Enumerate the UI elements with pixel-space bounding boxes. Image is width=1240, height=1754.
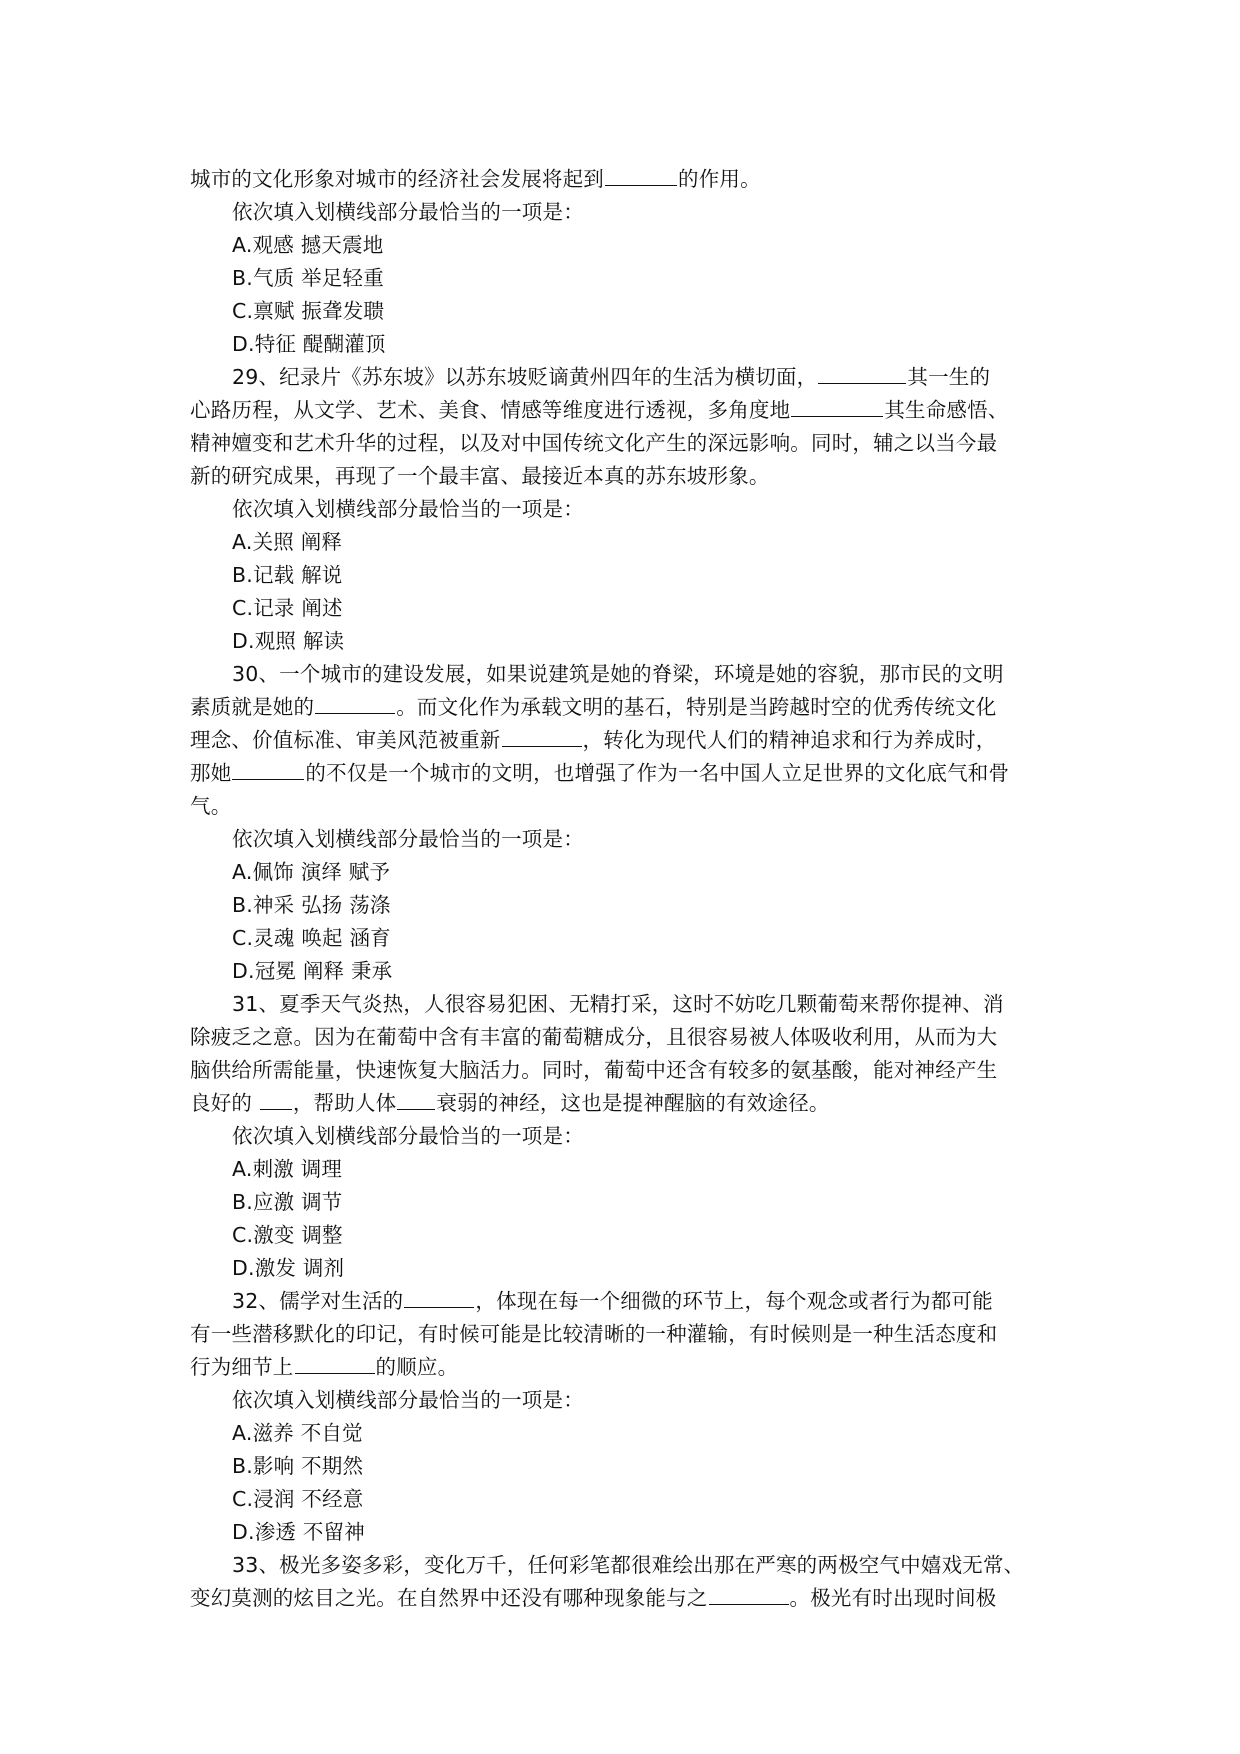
- text-run: A.滋养 不自觉: [232, 1421, 363, 1445]
- fill-in-blank: [404, 1287, 474, 1308]
- question-prompt: [190, 493, 1070, 526]
- text-run: B.气质 举足轻重: [232, 266, 384, 290]
- text-run: 的顺应。: [375, 1355, 459, 1379]
- answer-option: [190, 922, 1070, 955]
- text-run: D.观照 解读: [232, 629, 345, 653]
- text-line: [190, 427, 1070, 460]
- text-line: [190, 790, 1070, 823]
- fill-in-blank: [791, 396, 883, 417]
- text-run: 新的研究成果，再现了一个最丰富、最接近本真的苏东坡形象。: [190, 464, 770, 488]
- text-run: 的不仅是一个城市的文明，也增强了作为一名中国人立足世界的文化底气和骨: [305, 761, 1010, 785]
- fill-in-blank: [818, 363, 906, 384]
- answer-option: [190, 526, 1070, 559]
- text-line: [190, 757, 1070, 790]
- text-run: 有一些潜移默化的印记，有时候可能是比较清晰的一种灌输，有时候则是一种生活态度和: [190, 1322, 998, 1346]
- answer-option: [190, 295, 1070, 328]
- answer-option: [190, 328, 1070, 361]
- fill-in-blank: [232, 759, 304, 780]
- text-run: 31、夏季天气炎热，人很容易犯困、无精打采，这时不妨吃几颗葡萄来帮你提神、消: [232, 992, 1004, 1016]
- text-run: C.灵魂 唤起 涵育: [232, 926, 391, 950]
- text-line: [190, 691, 1070, 724]
- text-run: 30、一个城市的建设发展，如果说建筑是她的脊梁，环境是她的容貌，那市民的文明: [232, 662, 1004, 686]
- text-run: C.浸润 不经意: [232, 1487, 364, 1511]
- answer-option: [190, 1516, 1070, 1549]
- fill-in-blank: [502, 726, 582, 747]
- text-run: B.记载 解说: [232, 563, 343, 587]
- text-run: 气。: [190, 794, 232, 818]
- text-run: A.佩饰 演绎 赋予: [232, 860, 391, 884]
- text-run: 理念、价值标准、审美风范被重新: [190, 728, 501, 752]
- text-run: A.关照 阐释: [232, 530, 343, 554]
- answer-option: [190, 262, 1070, 295]
- text-run: 依次填入划横线部分最恰当的一项是：: [232, 1124, 584, 1148]
- text-line: [190, 1087, 1070, 1120]
- text-run: B.神采 弘扬 荡涤: [232, 893, 391, 917]
- text-run: 其一生的: [907, 365, 991, 389]
- answer-option: [190, 1252, 1070, 1285]
- text-line: [190, 1318, 1070, 1351]
- text-run: B.应激 调节: [232, 1190, 343, 1214]
- text-run: 其生命感悟、: [884, 398, 1009, 422]
- text-run: 脑供给所需能量，快速恢复大脑活力。同时，葡萄中还含有较多的氨基酸，能对神经产生: [190, 1058, 998, 1082]
- text-run: B.影响 不期然: [232, 1454, 364, 1478]
- text-line: [190, 988, 1070, 1021]
- text-run: 33、极光多姿多彩，变化万千，任何彩笔都很难绘出那在严寒的两极空气中嬉戏无常、: [232, 1553, 1025, 1577]
- answer-option: [190, 625, 1070, 658]
- text-run: A.刺激 调理: [232, 1157, 343, 1181]
- text-run: 那她: [190, 761, 232, 785]
- text-run: 依次填入划横线部分最恰当的一项是：: [232, 200, 584, 224]
- question-prompt: [190, 1120, 1070, 1153]
- answer-option: [190, 229, 1070, 262]
- answer-option: [190, 856, 1070, 889]
- text-run: 。极光有时出现时间极: [789, 1586, 997, 1610]
- text-run: C.禀赋 振聋发聩: [232, 299, 385, 323]
- text-run: 依次填入划横线部分最恰当的一项是：: [232, 497, 584, 521]
- text-line: [190, 163, 1070, 196]
- exam-text-block: [190, 163, 1070, 1615]
- text-run: 依次填入划横线部分最恰当的一项是：: [232, 827, 584, 851]
- text-run: 良好的: [190, 1091, 259, 1115]
- fill-in-blank: [295, 1353, 375, 1374]
- question-prompt: [190, 823, 1070, 856]
- text-line: [190, 1054, 1070, 1087]
- text-line: [190, 1549, 1070, 1582]
- text-run: 精神嬗变和艺术升华的过程，以及对中国传统文化产生的深远影响。同时，辅之以当今最: [190, 431, 998, 455]
- text-run: 依次填入划横线部分最恰当的一项是：: [232, 1388, 584, 1412]
- text-run: ，帮助人体: [292, 1091, 397, 1115]
- answer-option: [190, 1417, 1070, 1450]
- answer-option: [190, 955, 1070, 988]
- answer-option: [190, 1450, 1070, 1483]
- text-run: D.激发 调剂: [232, 1256, 345, 1280]
- text-run: 除疲乏之意。因为在葡萄中含有丰富的葡萄糖成分，且很容易被人体吸收利用，从而为大: [190, 1025, 998, 1049]
- text-run: 变幻莫测的炫目之光。在自然界中还没有哪种现象能与之: [190, 1586, 708, 1610]
- text-run: 行为细节上: [190, 1355, 294, 1379]
- fill-in-blank: [397, 1089, 435, 1110]
- text-line: [190, 658, 1070, 691]
- text-run: D.特征 醍醐灌顶: [232, 332, 386, 356]
- fill-in-blank: [605, 165, 677, 186]
- question-prompt: [190, 1384, 1070, 1417]
- answer-option: [190, 1219, 1070, 1252]
- text-run: D.渗透 不留神: [232, 1520, 365, 1544]
- text-line: [190, 1021, 1070, 1054]
- text-run: A.观感 撼天震地: [232, 233, 384, 257]
- answer-option: [190, 1483, 1070, 1516]
- answer-option: [190, 592, 1070, 625]
- text-run: 心路历程，从文学、艺术、美食、情感等维度进行透视，多角度地: [190, 398, 791, 422]
- text-line: [190, 361, 1070, 394]
- text-run: 32、儒学对生活的: [232, 1289, 404, 1313]
- text-run: 素质就是她的: [190, 695, 315, 719]
- answer-option: [190, 889, 1070, 922]
- text-run: ，体现在每一个细微的环节上，每个观念或者行为都可能: [475, 1289, 993, 1313]
- answer-option: [190, 1186, 1070, 1219]
- text-run: D.冠冕 阐释 秉承: [232, 959, 393, 983]
- text-run: 城市的文化形象对城市的经济社会发展将起到: [190, 167, 604, 191]
- text-run: 的作用。: [678, 167, 761, 191]
- fill-in-blank: [709, 1584, 789, 1605]
- text-line: [190, 1285, 1070, 1318]
- text-line: [190, 460, 1070, 493]
- text-line: [190, 1351, 1070, 1384]
- text-run: 29、纪录片《苏东坡》以苏东坡贬谪黄州四年的生活为横切面，: [232, 365, 818, 389]
- question-prompt: [190, 196, 1070, 229]
- text-run: C.激变 调整: [232, 1223, 343, 1247]
- fill-in-blank: [315, 693, 395, 714]
- answer-option: [190, 1153, 1070, 1186]
- text-run: 。而文化作为承载文明的基石，特别是当跨越时空的优秀传统文化: [396, 695, 997, 719]
- text-line: [190, 724, 1070, 757]
- text-run: 衰弱的神经，这也是提神醒脑的有效途径。: [436, 1091, 830, 1115]
- text-run: C.记录 阐述: [232, 596, 343, 620]
- answer-option: [190, 559, 1070, 592]
- fill-in-blank: [260, 1089, 292, 1110]
- text-run: ，转化为现代人们的精神追求和行为养成时，: [582, 728, 997, 752]
- text-line: [190, 1582, 1070, 1615]
- text-line: [190, 394, 1070, 427]
